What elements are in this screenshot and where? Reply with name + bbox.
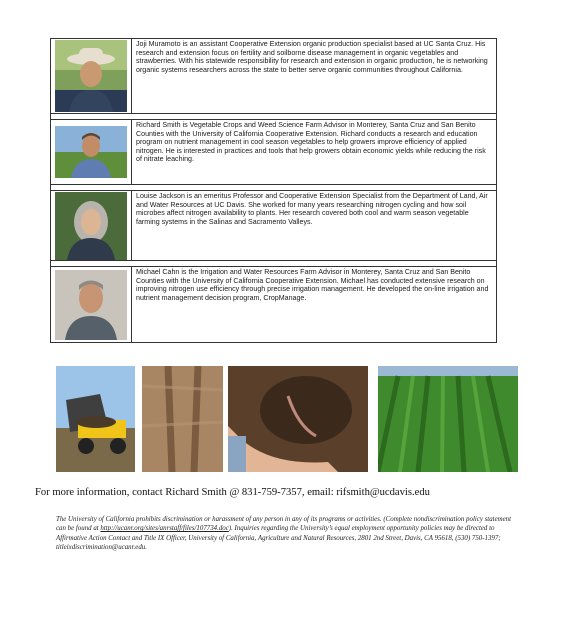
bio-text: Michael Cahn is the Irrigation and Water Resources Farm Advisor in Monterey, Santa Cruz and San Benito Counties with the University of California Cooperative Extension. Michael has conducted extensive research on improving nitrogen use efficiency through precise irrigation management. He developed the on-line irrigation and nutrient management decision program, CropManage. [136,268,489,302]
disclaimer-part-1: The University of California prohibits discrimination or harassment of any person in any of its programs or activities. (Complete nondiscrimination policy statement can be found at [56,516,512,533]
michael-cahn-photo [55,270,127,340]
photo-strip [56,366,518,472]
contact-line: For more information, contact Richard Smith @ 831-759-7357, email: rifsmith@ucdavis.edu [35,487,430,498]
farm-equipment-photo [56,366,135,472]
soil-furrows-photo [142,366,223,472]
crop-field-photo [378,366,518,472]
louise-jackson-photo [55,192,127,260]
joji-muramoto-photo [55,40,127,112]
richard-smith-photo [55,126,127,178]
policy-link[interactable]: http://ucanr.org/sites/anrstaff/files/107734.doc [100,525,229,533]
bio-text: Joji Muramoto is an assistant Cooperative Extension organic production specialist based at UC Santa Cruz. His research and extension focus on fertility and soilborne disease management in organic vegetables and strawberries. With his statewide responsibility for research and extension in organic production, he is networking organic systems researchers across the state to better serve organic communities throughout California. [136,40,488,74]
disclaimer-part-2: ). Inquiries regarding the University’s equal employment opportunity policies may be directed to Affirmative Action Contact and Title IX Officer, University of California, Agriculture and Natural Resources, 2801 2nd Street, Davis, CA 95618, (530) 750-1397; titleixdiscrimination@ucanr.edu. [56,525,501,551]
bio-table [50,38,497,343]
photo-cell [51,267,132,342]
photo-cell [51,39,132,113]
bio-row-smith [51,120,496,185]
bio-row-cahn [51,267,496,342]
soil-in-hand-photo [228,366,368,472]
bio-text: Louise Jackson is an emeritus Professor and Cooperative Extension Specialist from the Department of Land, Air and Water Resources at UC Davis. She worked for many years researching nitrogen cycling and how soil microbes affect nitrogen availability to plants. Her research covered both cool and warm season vegetable farming systems in the Salinas and Sacramento Valleys. [136,192,488,226]
nondiscrimination-statement [56,515,518,552]
photo-cell [51,191,132,260]
bio-row-jackson [51,191,496,261]
bio-row-muramoto [51,39,496,114]
photo-cell [51,120,132,184]
bio-text: Richard Smith is Vegetable Crops and Weed Science Farm Advisor in Monterey, Santa Cruz and San Benito Counties with the University of California Cooperative Extension. Richard conducts a research and education program on nutrient management in cool season vegetables to help growers improve efficiency of applied nitrogen. He is interested in practices and tools that help growers obtain economic yields while reducing the risk of nitrate leaching. [136,121,486,164]
